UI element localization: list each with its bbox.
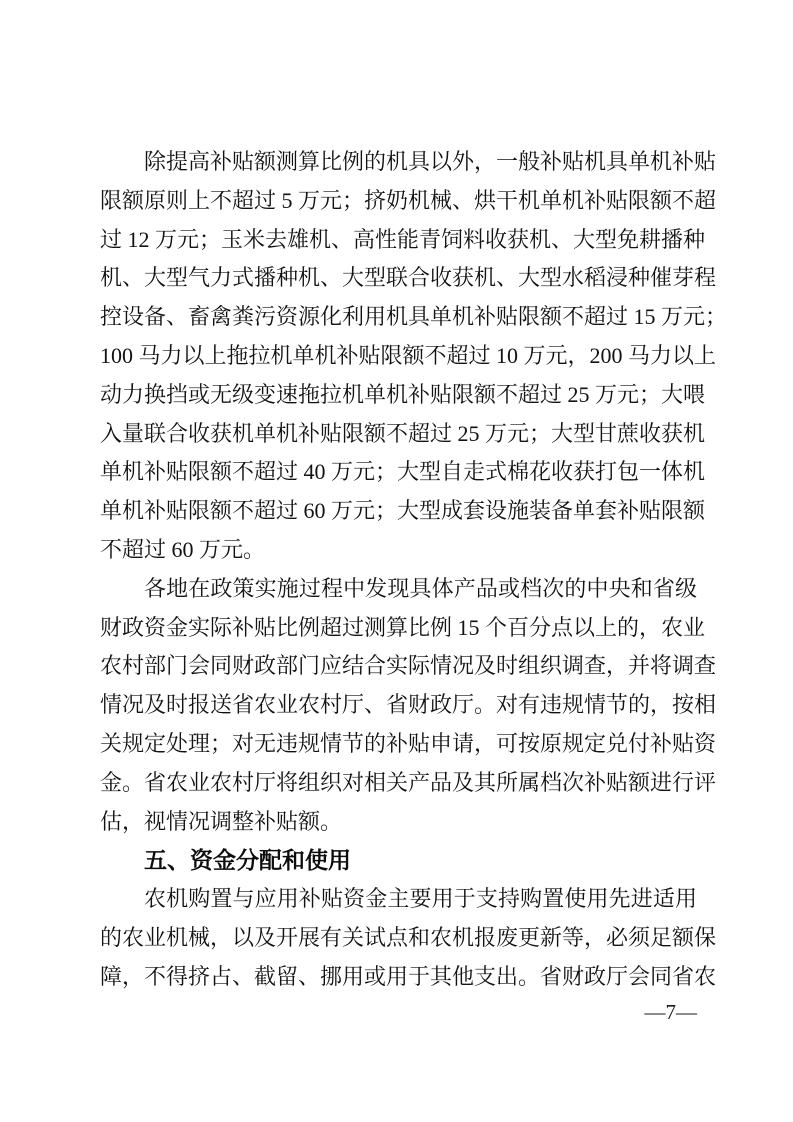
text-line: 动力换挡或无级变速拖拉机单机补贴限额不超过 25 万元；大喂 bbox=[100, 381, 706, 407]
paragraph-subsidy-limits bbox=[100, 143, 728, 570]
text-line: 100 马力以上拖拉机单机补贴限额不超过 10 万元，200 马力以上 bbox=[100, 342, 717, 368]
text-line: 不超过 60 万元。 bbox=[100, 536, 266, 562]
text-line: 控设备、畜禽粪污资源化利用机具单机补贴限额不超过 15 万元； bbox=[100, 304, 728, 330]
text-line: 限额原则上不超过 5 万元；挤奶机械、烘干机单机补贴限额不超 bbox=[100, 187, 717, 213]
paragraph-supervision bbox=[100, 570, 717, 842]
text-line: 各地在政策实施过程中发现具体产品或档次的中央和省级 bbox=[144, 575, 697, 601]
page-number: —7— bbox=[644, 999, 697, 1024]
text-line: 入量联合收获机单机补贴限额不超过 25 万元；大型甘蔗收获机 bbox=[100, 420, 706, 446]
text-line: 单机补贴限额不超过 60 万元；大型成套设施装备单套补贴限额 bbox=[100, 498, 706, 524]
text-line: 单机补贴限额不超过 40 万元；大型自走式棉花收获打包一体机 bbox=[100, 459, 706, 485]
text-line: 过 12 万元；玉米去雄机、高性能青饲料收获机、大型免耕播种 bbox=[100, 226, 706, 252]
text-line: 金。省农业农村厅将组织对相关产品及其所属档次补贴额进行评 bbox=[100, 769, 717, 795]
text-line: 农村部门会同财政部门应结合实际情况及时组织调查，并将调查 bbox=[100, 653, 717, 679]
text-line: 估，视情况调整补贴额。 bbox=[100, 808, 343, 834]
text-line: 机、大型气力式播种机、大型联合收获机、大型水稻浸种催芽程 bbox=[100, 265, 717, 291]
text-line: 财政资金实际补贴比例超过测算比例 15 个百分点以上的，农业 bbox=[100, 614, 706, 640]
text-line: 的农业机械，以及开展有关试点和农机报废更新等，必须足额保 bbox=[100, 924, 717, 950]
text-line: 障，不得挤占、截留、挪用或用于其他支出。省财政厅会同省农 bbox=[100, 963, 717, 989]
text-line: 关规定处理；对无违规情节的补贴申请，可按原规定兑付补贴资 bbox=[100, 730, 717, 756]
text-line: 农机购置与应用补贴资金主要用于支持购置使用先进适用 bbox=[144, 886, 697, 912]
section-heading: 五、资金分配和使用 bbox=[144, 847, 351, 874]
text-line: 除提高补贴额测算比例的机具以外，一般补贴机具单机补贴 bbox=[144, 149, 717, 174]
paragraph-fund-allocation bbox=[100, 880, 717, 996]
text-line: 情况及时报送省农业农村厅、省财政厅。对有违规情节的，按相 bbox=[100, 692, 717, 718]
